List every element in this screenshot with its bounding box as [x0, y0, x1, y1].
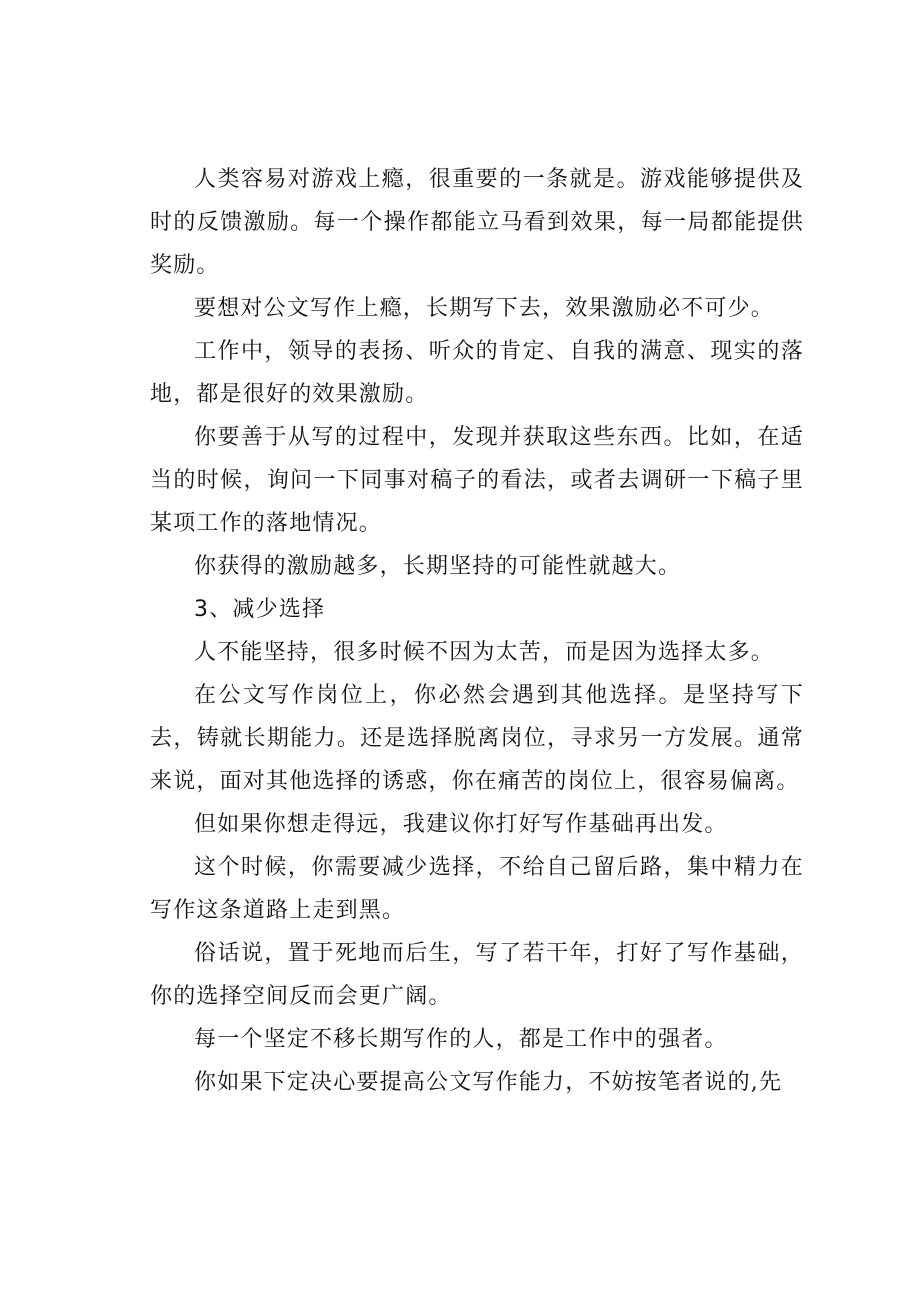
paragraph-reduce-choices: 这个时候，你需要减少选择，不给自己留后路，集中精力在写作这条道路上走到黑。 — [150, 855, 804, 923]
paragraph-feedback-needed: 要想对公文写作上瘾，长期写下去，效果激励必不可少。 — [194, 296, 775, 321]
paragraph-work-incentives: 工作中，领导的表扬、听众的肯定、自我的满意、现实的落地，都是很好的效果激励。 — [150, 339, 804, 407]
paragraph-game-addiction: 人类容易对游戏上瘾，很重要的一条就是。游戏能够提供及时的反馈激励。每一个操作都能立马看到效果，每一局都能提供奖励。 — [150, 167, 804, 278]
paragraph-build-foundation: 但如果你想走得远，我建议你打好写作基础再出发。 — [194, 812, 728, 837]
paragraph-strong-writers: 每一个坚定不移长期写作的人，都是工作中的强者。 — [194, 1027, 728, 1052]
paragraph-other-choices: 在公文写作岗位上，你必然会遇到其他选择。是坚持写下去，铸就长期能力。还是选择脱离岗位，寻求另一方发展。通常来说，面对其他选择的诱惑，你在痛苦的岗位上，很容易偏离。 — [150, 683, 804, 794]
section-heading: 3、减少选择 — [194, 597, 326, 622]
paragraph-proverb: 俗话说，置于死地而后生，写了若干年，打好了写作基础，你的选择空间反而会更广阔。 — [150, 941, 804, 1009]
paragraph-too-many-choices: 人不能坚持，很多时候不因为太苦，而是因为选择太多。 — [194, 640, 775, 665]
paragraph-more-incentives: 你获得的激励越多，长期坚持的可能性就越大。 — [194, 554, 682, 579]
paragraph-seek-feedback: 你要善于从写的过程中，发现并获取这些东西。比如，在适当的时候，询问一下同事对稿子的看法，或者去调研一下稿子里某项工作的落地情况。 — [150, 425, 804, 536]
paragraph-conclusion: 你如果下定决心要提高公文写作能力，不妨按笔者说的,先 — [194, 1070, 783, 1095]
document-body — [150, 158, 804, 1104]
